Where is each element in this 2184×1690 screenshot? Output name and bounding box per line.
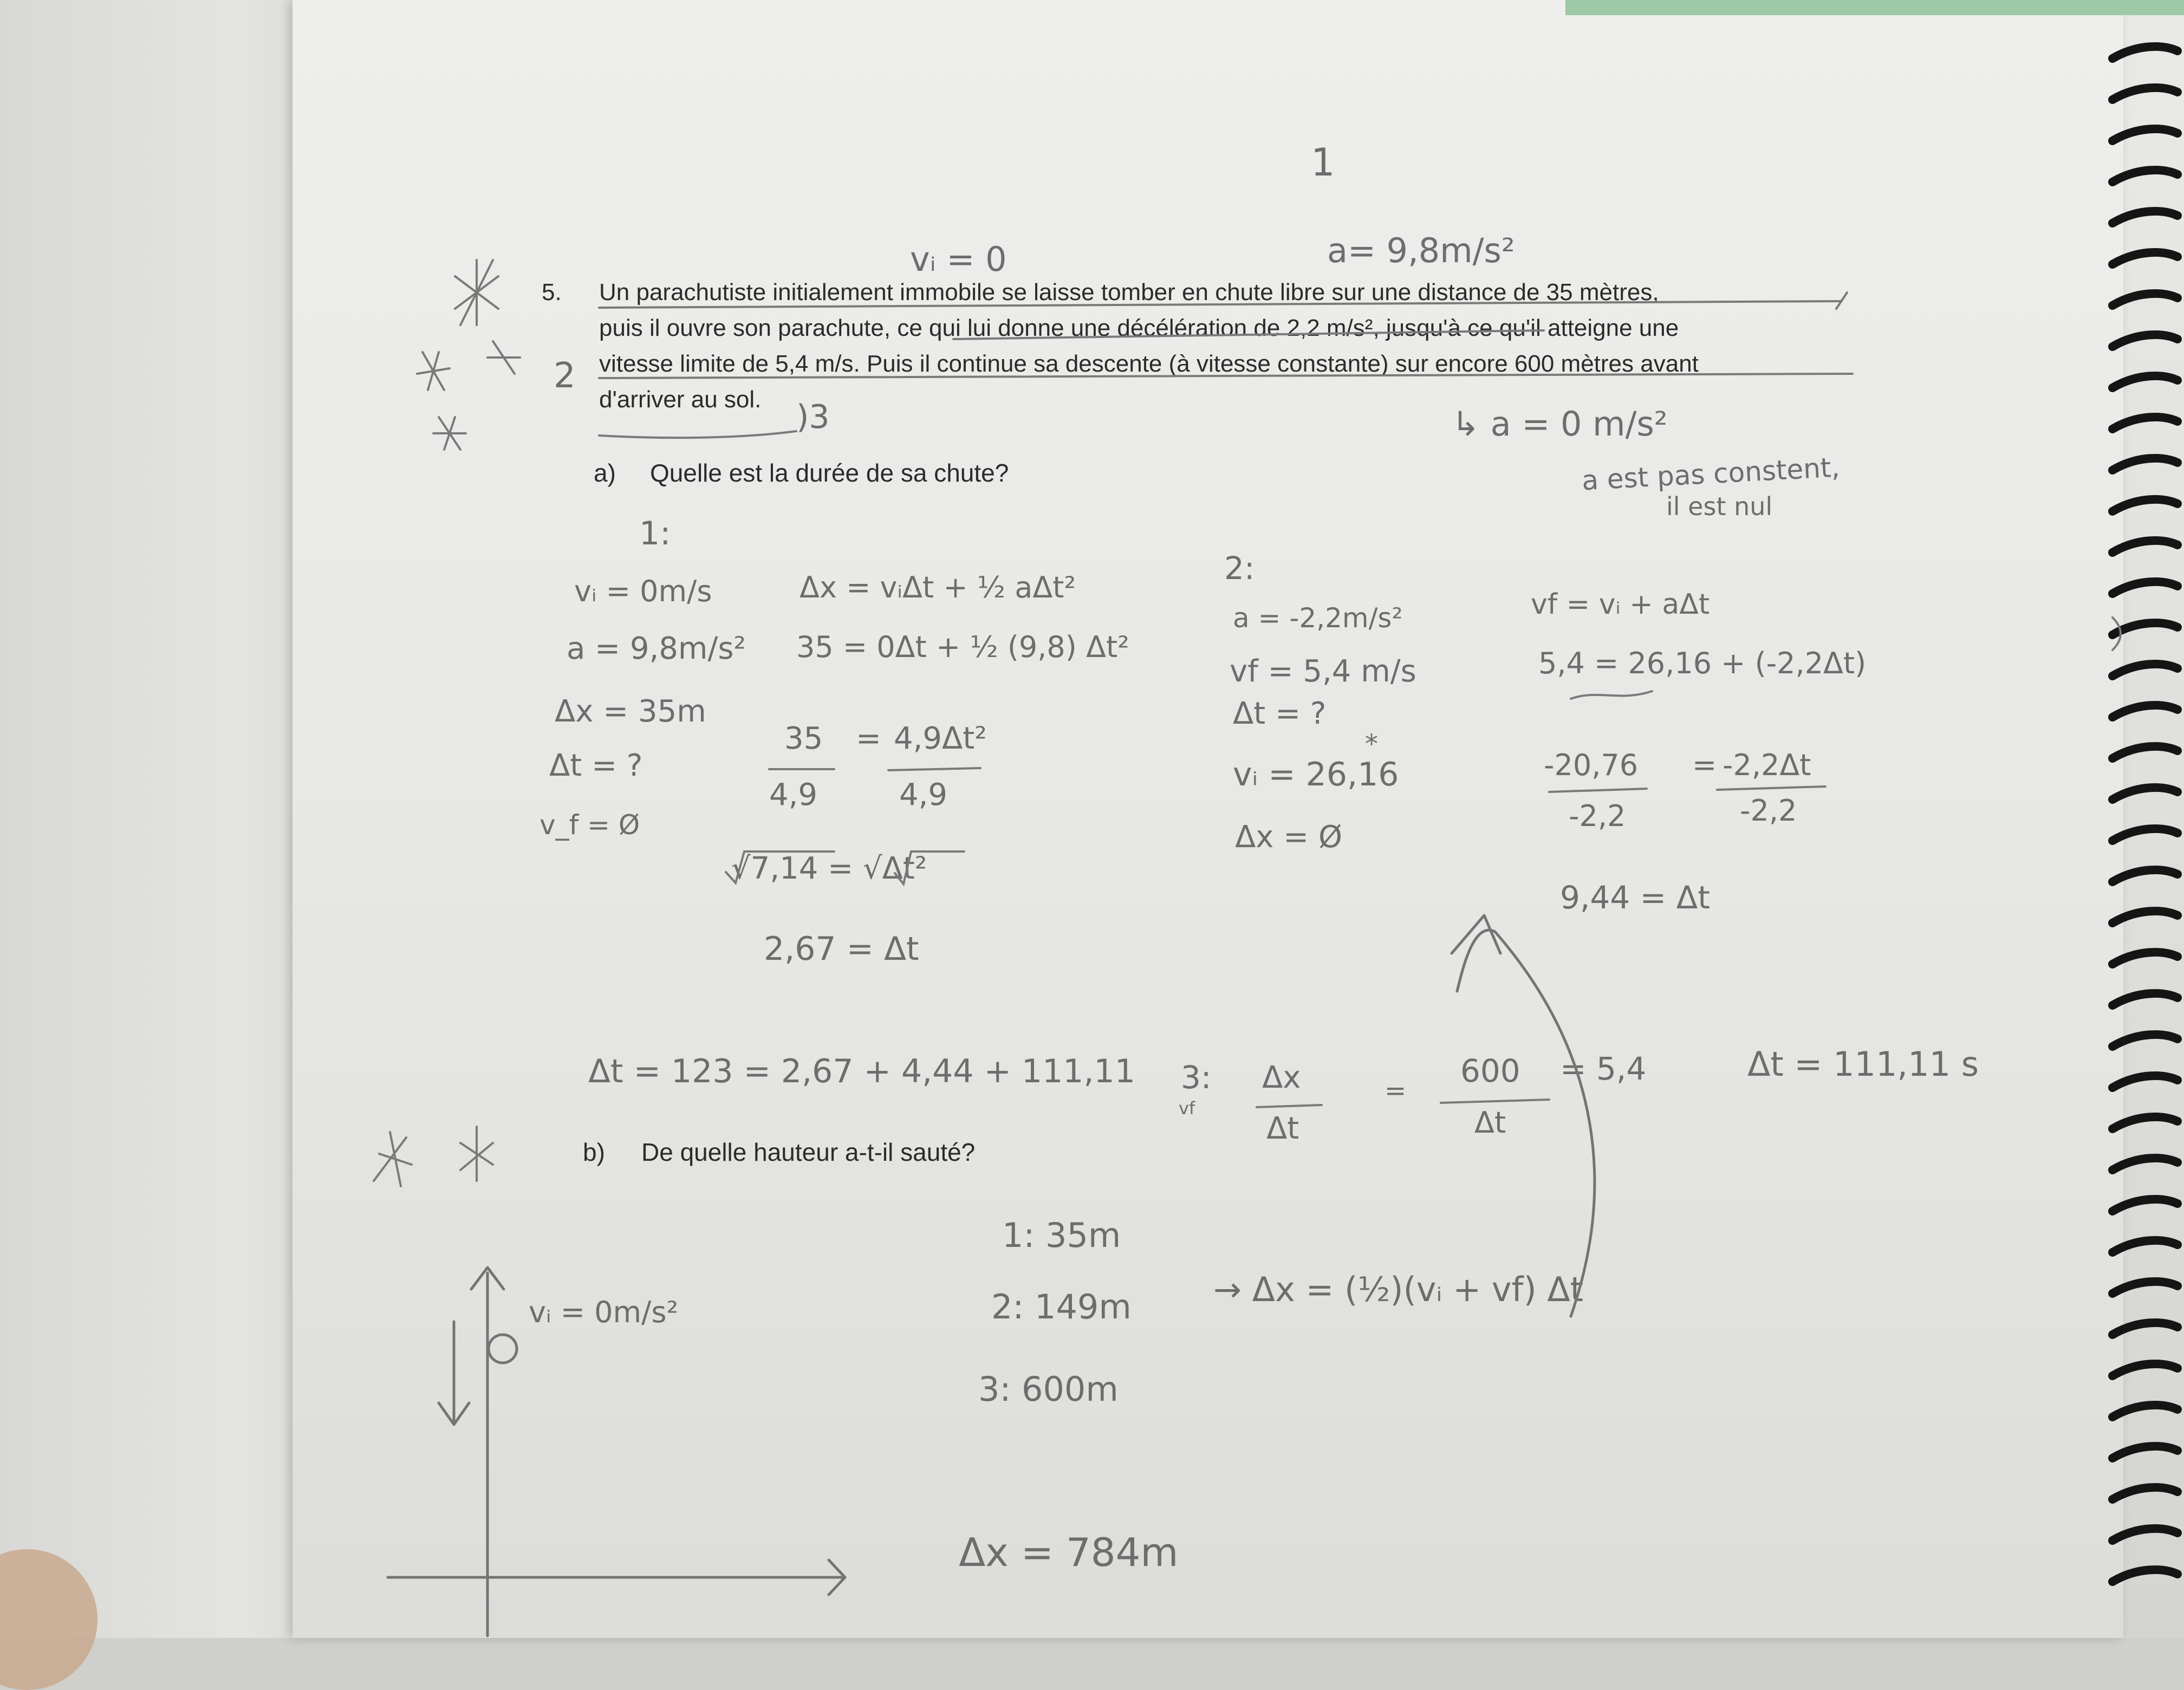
- stage1-vi: vᵢ = 0m/s: [574, 574, 712, 608]
- spiral-coil-icon: [2112, 582, 2178, 594]
- acceleration-comment-1: a est pas constent,: [1581, 451, 1841, 497]
- spiral-coil-icon: [2112, 129, 2178, 141]
- spiral-coil-icon: [2112, 1323, 2178, 1335]
- stage1-eq3-equals: =: [856, 721, 881, 756]
- stage2-vf: vf = 5,4 m/s: [1230, 654, 1416, 689]
- stage3-sub: vf: [1179, 1098, 1195, 1119]
- spiral-coil-icon: [2112, 1529, 2178, 1540]
- spiral-coil-icon: [2112, 1240, 2178, 1252]
- spiral-coil-icon: [2112, 1199, 2178, 1211]
- stage3-label: 3:: [1181, 1059, 1212, 1096]
- stage2-vi: vᵢ = 26,16: [1233, 756, 1399, 794]
- spiral-coil-icon: [2112, 746, 2178, 758]
- height-total: Δx = 784m: [959, 1530, 1179, 1575]
- spiral-coil-icon: [2112, 870, 2178, 882]
- spiral-coil-icon: [2112, 1076, 2178, 1088]
- spiral-coil-icon: [2112, 1570, 2178, 1582]
- stage2-eq3-den-left: -2,2: [1569, 799, 1626, 833]
- stage2-label: 2:: [1224, 550, 1255, 587]
- acceleration-note: a= 9,8m/s²: [1327, 231, 1515, 270]
- stage1-eq5: 2,67 = Δt: [764, 930, 919, 968]
- spiral-coil-icon: [2112, 911, 2178, 923]
- stage1-eq2: 35 = 0Δt + ½ (9,8) Δt²: [796, 630, 1129, 664]
- stage2-eq3-equals: =: [1692, 748, 1717, 782]
- spiral-coil-icon: [2112, 541, 2178, 552]
- height-formula: → Δx = (½)(vᵢ + vf) Δt: [1213, 1270, 1584, 1309]
- height-stage2: 2: 149m: [991, 1287, 1132, 1327]
- problem-line-1: Un parachutiste initialement immobile se laisse tomber en chute libre sur une distance de 35 mètres,: [599, 279, 1659, 306]
- problem-line-4: d'arriver au sol.: [599, 386, 762, 413]
- spiral-coil-icon: [2112, 993, 2178, 1005]
- spiral-coil-icon: [2112, 47, 2178, 58]
- spiral-coil-icon: [2112, 294, 2178, 306]
- spiral-coil-icon: [2112, 335, 2178, 347]
- stage1-dx: Δx = 35m: [555, 694, 706, 729]
- spiral-coil-icon: [2112, 1035, 2178, 1046]
- part-a-label: a): [594, 459, 616, 487]
- spiral-coil-icon: [2112, 170, 2178, 182]
- stage-two-marker: 2: [554, 356, 576, 396]
- spiral-coil-icon: [2112, 1405, 2178, 1417]
- height-stage1: 1: 35m: [1002, 1216, 1121, 1255]
- spiral-coil-icon: [2112, 1117, 2178, 1129]
- stage3-result: = 5,4: [1560, 1050, 1647, 1087]
- spiral-coil-icon: [2112, 1282, 2178, 1294]
- stage2-eq4: 9,44 = Δt: [1560, 879, 1711, 916]
- stage1-eq3-den-right: 4,9: [899, 777, 948, 812]
- spiral-coil-icon: [2112, 88, 2178, 100]
- stage1-dt: Δt = ?: [549, 748, 643, 783]
- spiral-coil-icon: [2112, 1364, 2178, 1376]
- spiral-coil-icon: [2112, 705, 2178, 717]
- facing-page: [0, 0, 303, 1638]
- spiral-coil-icon: [2112, 376, 2178, 388]
- spiral-coil-icon: [2112, 1158, 2178, 1170]
- spiral-coil-icon: [2112, 499, 2178, 511]
- stage2-eq2: 5,4 = 26,16 + (-2,2Δt): [1538, 646, 1867, 680]
- stage-three-marker: )3: [796, 398, 830, 436]
- stage3-equals: =: [1384, 1076, 1407, 1106]
- spiral-coil-icon: [2112, 788, 2178, 800]
- stage1-vf: v_f = Ø: [540, 809, 640, 841]
- page-number: 1: [1311, 140, 1335, 185]
- stage2-dt: Δt = ?: [1233, 696, 1327, 731]
- spiral-coil-icon: [2112, 211, 2178, 223]
- stage1-eq4: √7,14 = √Δt²: [731, 851, 927, 886]
- spiral-coil-icon: [2112, 252, 2178, 264]
- spiral-coil-icon: [2112, 829, 2178, 841]
- acceleration-comment-2: il est nul: [1666, 492, 1773, 521]
- spiral-coil-icon: [2112, 623, 2178, 635]
- stage1-a: a = 9,8m/s²: [567, 631, 746, 666]
- spiral-coil-icon: [2112, 458, 2178, 470]
- stage1-eq1: Δx = vᵢΔt + ½ aΔt²: [800, 570, 1076, 604]
- stage3-frac1-den: Δt: [1266, 1111, 1299, 1146]
- stage1-eq3-num-left: 35: [784, 721, 823, 756]
- stage2-a: a = -2,2m/s²: [1233, 602, 1403, 634]
- stage2-eq3-den-right: -2,2: [1740, 794, 1797, 828]
- height-stage3: 3: 600m: [978, 1369, 1119, 1409]
- green-divider-tab: [1565, 0, 2184, 15]
- total-time-sum: Δt = 123 = 2,67 + 4,44 + 111,11: [588, 1052, 1135, 1090]
- part-a-question: Quelle est la durée de sa chute?: [650, 459, 1009, 487]
- zero-acceleration-note: ↳ a = 0 m/s²: [1452, 404, 1668, 444]
- part-b-label: b): [583, 1138, 605, 1166]
- stage3-frac2-den: Δt: [1474, 1106, 1506, 1140]
- stage3-frac1-num: Δx: [1262, 1060, 1301, 1095]
- spiral-coil-icon: [2112, 1446, 2178, 1458]
- spiral-coil-icon: [2112, 1487, 2178, 1499]
- spiral-coil-icon: [2112, 664, 2178, 676]
- problem-number: 5.: [542, 279, 562, 306]
- stage1-eq3-den-left: 4,9: [769, 777, 818, 812]
- problem-line-3: vitesse limite de 5,4 m/s. Puis il continue sa descente (à vitesse constante) sur encore 600 mètres avant: [599, 350, 1699, 377]
- stage2-dx: Δx = Ø: [1235, 820, 1343, 855]
- spiral-coil-icon: [2112, 417, 2178, 429]
- stage2-eq3-num-left: -20,76: [1544, 748, 1639, 782]
- problem-line-2: puis il ouvre son parachute, ce qui lui donne une décélération de 2,2 m/s², jusqu'à ce qu'il atteigne une: [599, 315, 1679, 341]
- stage1-label: 1:: [639, 515, 671, 552]
- stage3-dt: Δt = 111,11 s: [1747, 1044, 1979, 1084]
- stage1-eq3-num-right: 4,9Δt²: [894, 721, 987, 756]
- stage2-star: *: [1365, 729, 1378, 759]
- spiral-coil-icon: [2112, 952, 2178, 964]
- part-b-question: De quelle hauteur a-t-il sauté?: [641, 1138, 976, 1166]
- stage3-frac2-num: 600: [1460, 1052, 1520, 1089]
- stage2-eq3-num-right: -2,2Δt: [1722, 748, 1811, 782]
- spiral-binding-icon: [2102, 32, 2184, 1625]
- stage2-eq1: vf = vᵢ + aΔt: [1531, 588, 1710, 621]
- initial-velocity-note: vᵢ = 0: [910, 239, 1007, 279]
- diagram-initial-velocity: vᵢ = 0m/s²: [529, 1295, 679, 1329]
